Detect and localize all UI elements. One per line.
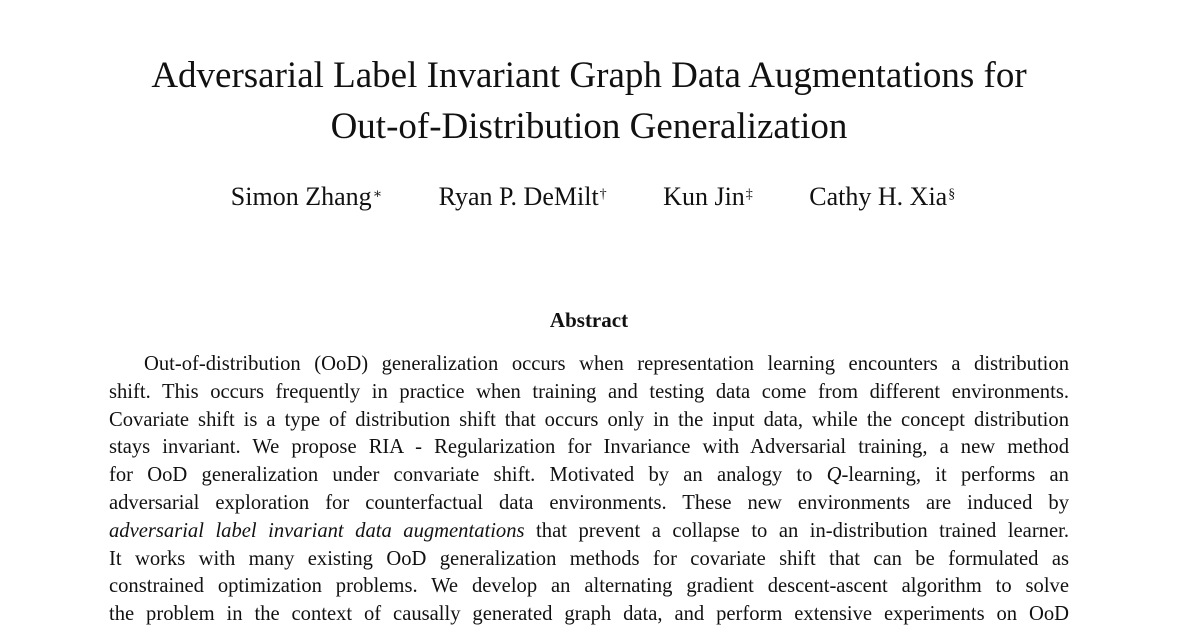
abstract-line: Covariate shift is a type of distribution shift that occurs only in the input data, while the concept distribution <box>109 408 1069 431</box>
author-name: Simon Zhang <box>230 182 372 211</box>
author <box>231 180 382 214</box>
author-footnote-mark: † <box>599 187 607 202</box>
italic-phrase: adversarial label invariant data augmentations <box>109 519 525 542</box>
abstract-line: Out-of-distribution (OoD) generalization occurs when representation learning encounters a distribution <box>144 353 1069 375</box>
abstract-body <box>109 351 1069 629</box>
abstract-line: for OoD generalization under convariate shift. Motivated by an analogy to Q-learning, it performs an <box>109 464 1069 487</box>
author-footnote-mark: § <box>948 187 956 202</box>
title-line: Adversarial Label Invariant Graph Data Augmentations for <box>151 55 1027 96</box>
author-name: Ryan P. DeMilt <box>438 182 599 211</box>
author-list <box>0 180 1186 214</box>
paper-title <box>0 50 1178 152</box>
abstract-line: stays invariant. We propose RIA - Regularization for Invariance with Adversarial training, a new method <box>109 436 1069 459</box>
author-name: Kun Jin <box>663 182 745 211</box>
math-symbol: Q <box>826 464 842 487</box>
title-line: Out-of-Distribution Generalization <box>330 106 848 147</box>
author <box>663 180 753 214</box>
abstract-line: adversarial label invariant data augmentations that prevent a collapse to an in-distribution trained learner. <box>109 519 1069 542</box>
abstract-line: adversarial exploration for counterfactual data environments. These new environments are induced by <box>109 491 1069 514</box>
author-footnote-mark: ∗ <box>372 187 383 202</box>
author <box>809 180 955 214</box>
abstract-line: It works with many existing OoD generalization methods for covariate shift that can be formulated as <box>109 547 1069 570</box>
abstract-line: constrained optimization problems. We develop an alternating gradient descent-ascent algorithm to solve <box>109 575 1069 598</box>
author-footnote-mark: ‡ <box>745 187 753 202</box>
abstract-line: shift. This occurs frequently in practice when training and testing data come from different environments. <box>109 380 1069 403</box>
abstract-line: the problem in the context of causally generated graph data, and perform extensive experiments on OoD <box>109 603 1069 626</box>
abstract-heading: Abstract <box>549 308 629 332</box>
author-name: Cathy H. Xia <box>809 182 948 211</box>
author <box>439 180 607 214</box>
